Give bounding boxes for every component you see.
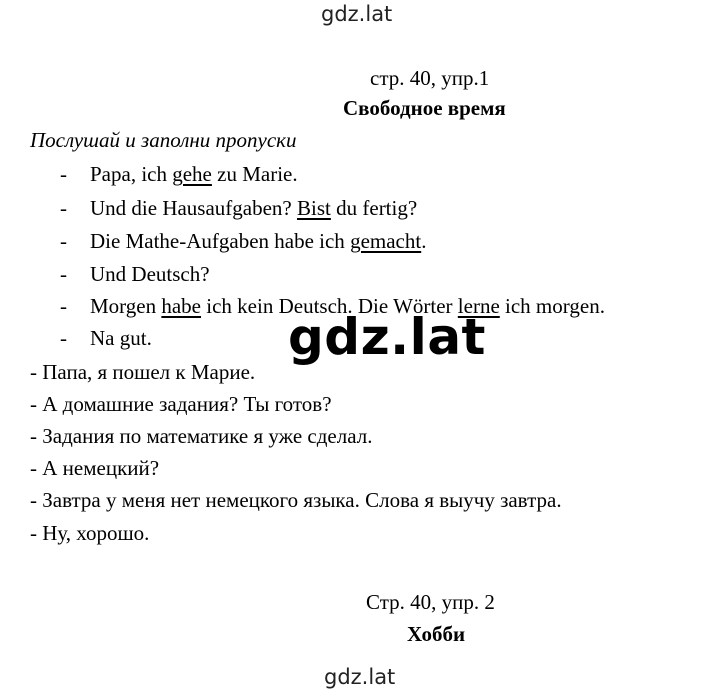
text-segment: Und Deutsch? [90, 262, 210, 286]
dialogue-de-line [60, 229, 426, 254]
section1-title: Свободное время [343, 96, 506, 120]
dialogue-ru-line: - А домашние задания? Ты готов? [30, 392, 332, 416]
watermark-bottom: gdz.lat [324, 665, 396, 689]
dash: - [60, 162, 67, 186]
dialogue-ru-line: - А немецкий? [30, 456, 160, 480]
dialogue-de-line [60, 262, 210, 287]
dialogue-ru-line: - Задания по математике я уже сделал. [30, 424, 373, 448]
dash: - [60, 326, 67, 350]
filled-gap: Bist [297, 196, 331, 220]
dialogue-de-line [60, 326, 152, 351]
text-segment: Und die Hausaufgaben? [90, 196, 298, 220]
dialogue-ru-line: - Завтра у меня нет немецкого языка. Слова я выучу завтра. [30, 488, 562, 512]
text-segment: Morgen [90, 294, 162, 318]
text-segment: Papa, ich [90, 162, 173, 186]
dash: - [60, 294, 67, 318]
section2-ref: Стр. 40, упр. 2 [366, 590, 495, 614]
section1-ref: стр. 40, упр.1 [370, 66, 490, 90]
text-segment: du fertig? [330, 196, 418, 220]
filled-gap: habe [161, 294, 202, 318]
filled-gap: gehe [172, 162, 212, 186]
dash: - [60, 262, 67, 286]
dash: - [60, 229, 67, 253]
text-segment: Na gut. [90, 326, 152, 350]
text-segment: zu Marie. [211, 162, 298, 186]
dialogue-de-line [60, 162, 298, 187]
section1-instruction: Послушай и заполни пропуски [30, 128, 297, 152]
section2-title: Хобби [407, 622, 466, 646]
dialogue-de-line [60, 196, 417, 221]
filled-gap: lerne [457, 294, 500, 318]
filled-gap: gemacht [350, 229, 422, 253]
dialogue-ru-line: - Ну, хорошо. [30, 521, 150, 545]
text-segment: . [421, 229, 427, 253]
text-segment: Die Mathe-Aufgaben habe ich [90, 229, 351, 253]
dialogue-ru-line: - Папа, я пошел к Марие. [30, 360, 256, 384]
watermark-center: gdz.lat [288, 308, 486, 366]
watermark-top: gdz.lat [321, 2, 393, 26]
dash: - [60, 196, 67, 220]
text-segment: ich morgen. [499, 294, 605, 318]
text-segment: ich kein Deutsch. Die Wörter [201, 294, 458, 318]
